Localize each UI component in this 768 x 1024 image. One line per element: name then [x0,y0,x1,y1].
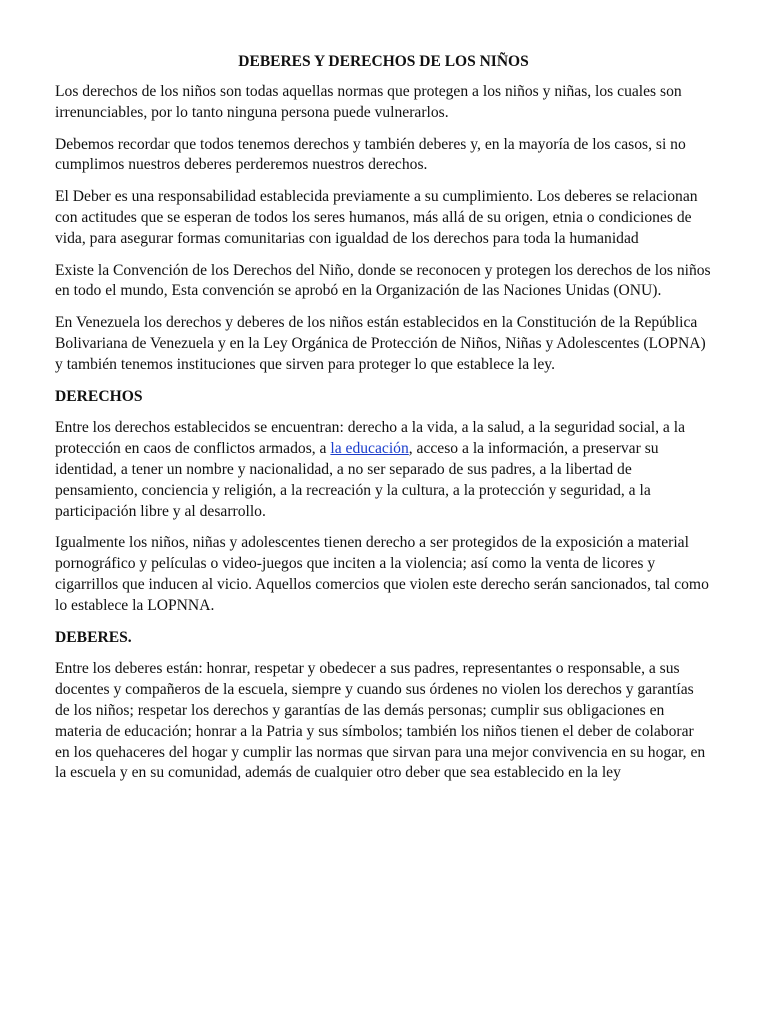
derechos-paragraph-1 [55,418,712,522]
intro-paragraph-4: Existe la Convención de los Derechos del Niño, donde se reconocen y protegen los derechos de los niños en todo el mundo, Esta convención se aprobó en la Organización de las Naciones Unidas (ONU). [55,261,711,300]
derechos-text-after-link: , acceso a la información, a preservar su identidad, a tener un nombre y nacionalidad, a no ser separado de sus padres, a la libertad de pensamiento, conciencia y religión, a la recreación y la cultura, a la protección y seguridad, a la participación libre y al desarrollo. [55,440,659,520]
intro-paragraph-1: Los derechos de los niños son todas aquellas normas que protegen a los niños y niñas, los cuales son irrenunciables, por lo tanto ninguna persona puede vulnerarlos. [55,83,682,121]
intro-paragraph-3: El Deber es una responsabilidad establecida previamente a su cumplimiento. Los deberes se relacionan con actitudes que se esperan de todos los seres humanos, más allá de su origen, etnia o condiciones de vida, para asegurar formas comunitarias con igualdad de los derechos para toda la humanidad [55,188,698,247]
intro-paragraph-2: Debemos recordar que todos tenemos derechos y también deberes y, en la mayoría de los casos, si no cumplimos nuestros deberes perderemos nuestros derechos. [55,135,686,174]
deberes-paragraph-1: Entre los deberes están: honrar, respetar y obedecer a sus padres, representantes o responsable, a sus docentes y compañeros de la escuela, siempre y cuando sus órdenes no violen los derechos y garantías de los niños; respetar los derechos y garantías de las demás personas; cumplir sus obligaciones en materia de educación; honrar a la Patria y sus símbolos; también los niños tienen el deber de colaborar en los quehaceres del hogar y cumplir las normas que sirvan para una mejor convivencia en su hogar, en la escuela y en su comunidad, además de cualquier otro deber que sea establecido en la ley [55,660,706,782]
derechos-heading: DERECHOS [55,387,143,405]
derechos-text-before-link: Entre los derechos establecidos se encuentran: derecho a la vida, a la salud, a la seguridad social, a la protección en caos de conflictos armados, a [55,419,685,458]
intro-paragraph-5: En Venezuela los derechos y deberes de los niños están establecidos en la Constitución de la República Bolivariana de Venezuela y en la Ley Orgánica de Protección de Niños, Niñas y Adolescentes (LOPNA) y también tenemos instituciones que sirven para proteger lo que establece la ley. [55,314,706,373]
deberes-heading: DEBERES. [55,628,132,646]
document-title: DEBERES Y DERECHOS DE LOS NIÑOS [238,53,529,70]
educacion-link[interactable]: la educación [330,440,409,458]
derechos-paragraph-2: Igualmente los niños, niñas y adolescentes tienen derecho a ser protegidos de la exposición a material pornográfico y películas o video-juegos que inciten a la violencia; así como la venta de licores y cigarrillos que inducen al vicio. Aquellos comercios que violen este derecho serán sancionados, tal como lo establece la LOPNNA. [55,534,709,614]
